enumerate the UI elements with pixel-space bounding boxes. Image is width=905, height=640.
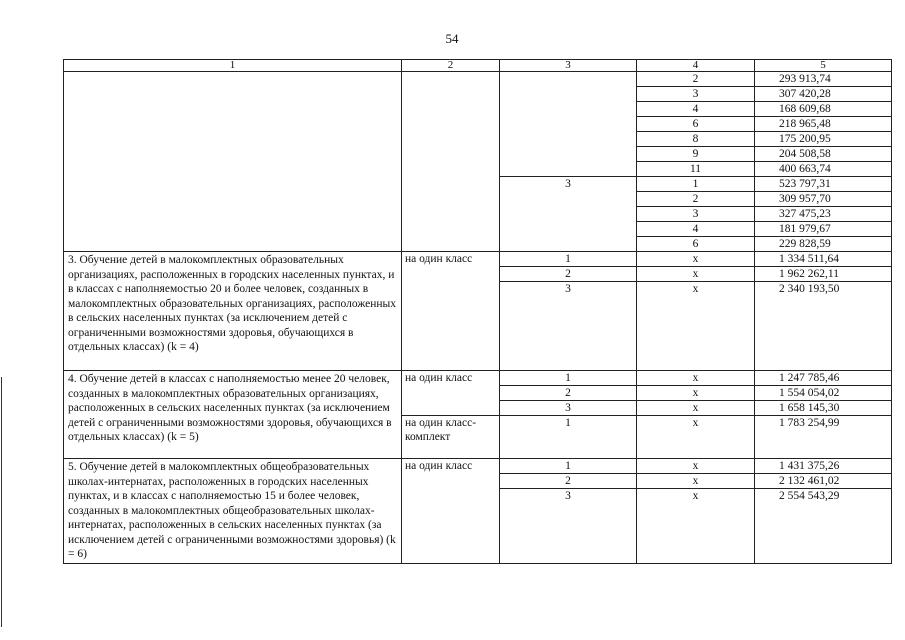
subgroup-cell: х bbox=[637, 386, 755, 401]
amount-cell: 307 420,28 bbox=[755, 87, 892, 102]
amount-cell: 218 965,48 bbox=[755, 117, 892, 132]
amount-cell: 1 783 254,99 bbox=[755, 416, 892, 459]
table-row bbox=[64, 459, 892, 474]
amount-cell: 1 247 785,46 bbox=[755, 371, 892, 386]
amount-cell: 2 554 543,29 bbox=[755, 489, 892, 564]
col-header-5: 5 bbox=[755, 60, 892, 72]
subgroup-cell: 3 bbox=[637, 87, 755, 102]
section-5-description: 5. Обучение детей в малокомплектных общеобразовательных школах-интернатах, расположенных в городских населенных пунктах, и в классах с наполняемостью 15 и более человек, созданных в малокомплектных общеобразовательных школах-интернатах, расположенных в сельских населенных пунктах (за исключением детей с ограниченными возможностями здоровья) (k = 6) bbox=[64, 459, 402, 564]
group-cell: 3 bbox=[500, 401, 637, 416]
subgroup-cell: х bbox=[637, 371, 755, 386]
subgroup-cell: 1 bbox=[637, 177, 755, 192]
amount-cell: 523 797,31 bbox=[755, 177, 892, 192]
subgroup-cell: 3 bbox=[637, 207, 755, 222]
page-number: 54 bbox=[445, 31, 459, 46]
group-cell: 2 bbox=[500, 474, 637, 489]
amount-cell: 168 609,68 bbox=[755, 102, 892, 117]
table-row bbox=[64, 72, 892, 87]
amount-cell: 181 979,67 bbox=[755, 222, 892, 237]
group-cell: 2 bbox=[500, 386, 637, 401]
amount-cell: 293 913,74 bbox=[755, 72, 892, 87]
subgroup-cell: 8 bbox=[637, 132, 755, 147]
amount-cell: 309 957,70 bbox=[755, 192, 892, 207]
subgroup-cell: х bbox=[637, 459, 755, 474]
subgroup-cell: 11 bbox=[637, 162, 755, 177]
amount-cell: 1 658 145,30 bbox=[755, 401, 892, 416]
subgroup-cell: 2 bbox=[637, 72, 755, 87]
group-cell: 2 bbox=[500, 267, 637, 282]
amount-cell: 2 340 193,50 bbox=[755, 282, 892, 371]
subgroup-cell: 2 bbox=[637, 192, 755, 207]
amount-cell: 327 475,23 bbox=[755, 207, 892, 222]
subgroup-cell: 4 bbox=[637, 222, 755, 237]
subgroup-cell: х bbox=[637, 282, 755, 371]
group-cell-empty bbox=[500, 72, 637, 177]
group-cell: 1 bbox=[500, 459, 637, 474]
group-cell: 1 bbox=[500, 371, 637, 386]
subgroup-cell: 9 bbox=[637, 147, 755, 162]
subgroup-cell: х bbox=[637, 252, 755, 267]
section-4-description: 4. Обучение детей в классах с наполняемостью менее 20 человек, созданных в малокомплектных образовательных организациях, расположенных в сельских населенных пунктах (за исключением детей с ограниченными возможностями здоровья, обучающихся в отдельных классах) (k = 5) bbox=[64, 371, 402, 459]
amount-cell: 229 828,59 bbox=[755, 237, 892, 252]
tariff-table bbox=[63, 59, 892, 564]
amount-cell: 400 663,74 bbox=[755, 162, 892, 177]
section-4-unit-b: на один класс-комплект bbox=[402, 416, 500, 459]
unit-cell-empty bbox=[402, 72, 500, 252]
amount-cell: 1 334 511,64 bbox=[755, 252, 892, 267]
col-header-1: 1 bbox=[64, 60, 402, 72]
group-cell: 1 bbox=[500, 416, 637, 459]
group-cell: 3 bbox=[500, 177, 637, 252]
amount-cell: 175 200,95 bbox=[755, 132, 892, 147]
subgroup-cell: 4 bbox=[637, 102, 755, 117]
group-cell: 1 bbox=[500, 252, 637, 267]
amount-cell: 1 554 054,02 bbox=[755, 386, 892, 401]
section-3-description: 3. Обучение детей в малокомплектных образовательных организациях, расположенных в городских населенных пунктах, и в классах с наполняемостью 20 и более человек, созданных в малокомплектных образовательных организациях, расположенных в сельских населенных пунктах (за исключением детей с ограниченными возможностями здоровья, обучающихся в отдельных классах) (k = 4) bbox=[64, 252, 402, 371]
header-row bbox=[64, 60, 892, 72]
subgroup-cell: х bbox=[637, 416, 755, 459]
amount-cell: 204 508,58 bbox=[755, 147, 892, 162]
table-row bbox=[64, 371, 892, 386]
section-3-unit: на один класс bbox=[402, 252, 500, 371]
subgroup-cell: х bbox=[637, 489, 755, 564]
col-header-3: 3 bbox=[500, 60, 637, 72]
amount-cell: 1 962 262,11 bbox=[755, 267, 892, 282]
col-header-2: 2 bbox=[402, 60, 500, 72]
subgroup-cell: х bbox=[637, 474, 755, 489]
section-4-unit-a: на один класс bbox=[402, 371, 500, 416]
subgroup-cell: х bbox=[637, 401, 755, 416]
subgroup-cell: 6 bbox=[637, 117, 755, 132]
amount-cell: 2 132 461,02 bbox=[755, 474, 892, 489]
table-row bbox=[64, 252, 892, 267]
amount-cell: 1 431 375,26 bbox=[755, 459, 892, 474]
section-5-unit: на один класс bbox=[402, 459, 500, 564]
margin-line bbox=[1, 377, 2, 627]
subgroup-cell: х bbox=[637, 267, 755, 282]
subgroup-cell: 6 bbox=[637, 237, 755, 252]
group-cell: 3 bbox=[500, 489, 637, 564]
col-header-4: 4 bbox=[637, 60, 755, 72]
desc-cell-empty bbox=[64, 72, 402, 252]
group-cell: 3 bbox=[500, 282, 637, 371]
